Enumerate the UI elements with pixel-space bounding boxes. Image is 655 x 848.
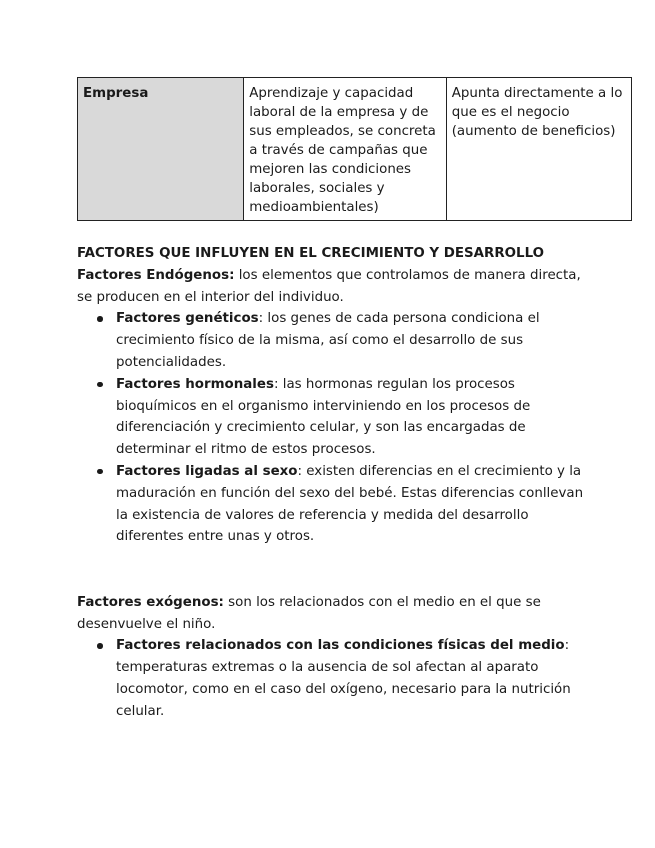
list-item-text: : existen diferencias en el crecimiento y la maduración en función del sexo del bebé. Estas diferencias conllevan la existencia de valores de referencia y medida del desarrollo diferentes entre unas y otros. bbox=[116, 463, 584, 545]
list-item bbox=[77, 461, 597, 548]
list-item-label: Factores hormonales bbox=[116, 376, 274, 392]
list-item-label: Factores relacionados con las condiciones físicas del medio bbox=[116, 638, 565, 654]
section-heading: FACTORES QUE INFLUYEN EN EL CRECIMIENTO Y DESARROLLO bbox=[77, 246, 545, 261]
list-item-label: Factores genéticos bbox=[116, 311, 259, 327]
table-cell-empresa: Empresa bbox=[78, 78, 244, 221]
list-item-text: : temperaturas extremas o la ausencia de sol afectan al aparato locomotor, como en el caso del oxígeno, necesario para la nutrición celular. bbox=[116, 638, 571, 719]
bullet-icon bbox=[97, 643, 103, 649]
exogenos-list bbox=[77, 635, 597, 722]
bullet-icon bbox=[97, 382, 103, 388]
list-item-text: : las hormonas regulan los procesos bioquímicos en el organismo interviniendo en los procesos de diferenciación y crecimiento celular, y son las encargadas de determinar el ritmo de estos procesos. bbox=[116, 376, 531, 458]
exogenos-text: son los relacionados con el medio en el que se desenvuelve el niño. bbox=[77, 594, 541, 632]
list-item bbox=[77, 635, 597, 722]
table-cell-purpose: Apunta directamente a lo que es el negocio (aumento de beneficios) bbox=[446, 78, 631, 221]
table-row bbox=[78, 78, 632, 221]
document-body bbox=[77, 243, 597, 723]
endogenos-text: los elementos que controlamos de manera directa, se producen en el interior del individuo. bbox=[77, 267, 581, 305]
endogenos-label: Factores Endógenos: bbox=[77, 267, 235, 283]
list-item-text: : los genes de cada persona condiciona el crecimiento físico de la misma, así como el desarrollo de sus potencialidades. bbox=[116, 311, 540, 370]
paragraph-spacer bbox=[77, 548, 597, 592]
list-item bbox=[77, 308, 597, 373]
exogenos-label: Factores exógenos: bbox=[77, 594, 224, 610]
list-item bbox=[77, 374, 597, 461]
comparison-table bbox=[77, 77, 632, 221]
endogenos-list bbox=[77, 308, 597, 548]
list-item-label: Factores ligadas al sexo bbox=[116, 463, 298, 479]
bullet-icon bbox=[97, 469, 103, 475]
bullet-icon bbox=[97, 316, 103, 322]
table-cell-description: Aprendizaje y capacidad laboral de la empresa y de sus empleados, se concreta a través de campañas que mejoren las condiciones laborales, sociales y medioambientales) bbox=[244, 78, 446, 221]
endogenos-paragraph bbox=[77, 265, 597, 309]
exogenos-paragraph bbox=[77, 592, 597, 636]
